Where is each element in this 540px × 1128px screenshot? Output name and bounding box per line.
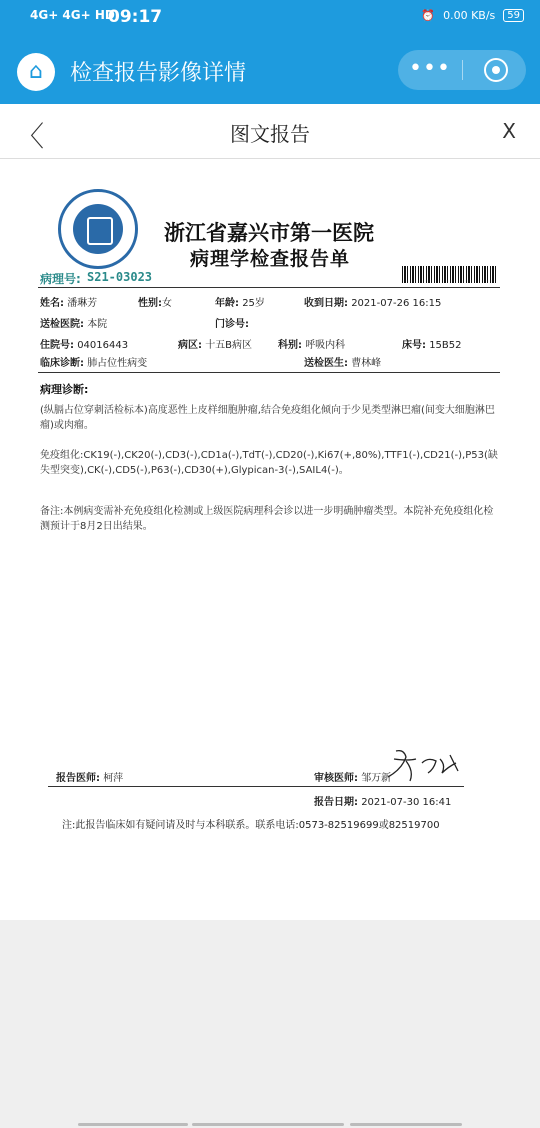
clinical-diagnosis-field: 临床诊断: 肺占位性病变 (40, 358, 148, 369)
admission-field: 住院号: 04016443 (40, 340, 129, 351)
horizontal-scrollbar[interactable] (0, 1120, 540, 1128)
divider-top (38, 287, 500, 288)
hospital-logo (58, 189, 138, 269)
diagnosis-heading: 病理诊断: (40, 383, 89, 396)
status-right (421, 9, 524, 22)
report-document (0, 159, 540, 920)
note-text: 备注:本例病变需补充免疫组化检测或上级医院病理科会诊以进一步明确肿瘤类型。本院补充免疫组化检测预计于8月2日出结果。 (40, 506, 494, 532)
scroll-segment (350, 1123, 462, 1126)
pathology-no-label: 病理号: (40, 272, 81, 286)
received-field: 收到日期: 2021-07-26 16:15 (304, 298, 442, 309)
network-speed: 0.00 KB/s (443, 9, 496, 22)
footer-note: 注:此报告临床如有疑问请及时与本科联系。联系电话:0573-82519699或82519700 (62, 820, 440, 831)
more-button[interactable]: ••• (409, 56, 451, 81)
signature-image (376, 747, 466, 783)
diagnosis-text: (纵膈占位穿刺活检标本)高度恶性上皮样细胞肿瘤,结合免疫组化倾向于少见类型淋巴瘤(间变大细胞淋巴瘤)或肉瘤。 (40, 405, 495, 431)
barcode (402, 266, 496, 283)
home-icon[interactable]: ⌂ (17, 53, 55, 91)
age-field: 年龄: 25岁 (215, 298, 265, 309)
clock: 09:17 (108, 7, 163, 27)
sending-doctor-field: 送检医生: 曹林峰 (304, 358, 382, 369)
close-button[interactable]: X (502, 119, 516, 143)
logo-emblem (73, 204, 123, 254)
close-miniprogram-icon[interactable] (484, 58, 508, 82)
dept-field: 科别: 呼吸内科 (278, 340, 346, 351)
logo-mark (87, 217, 113, 245)
app-navbar (0, 38, 540, 104)
report-date-field: 报告日期: 2021-07-30 16:41 (314, 797, 452, 808)
report-title: 病理学检查报告单 (190, 248, 351, 270)
pathology-no: S21-03023 (87, 270, 153, 284)
alarm-icon: ⏰ (421, 9, 436, 22)
back-button[interactable]: 〈 (16, 120, 45, 153)
report-header (0, 104, 540, 159)
page-title: 检查报告影像详情 (70, 61, 247, 86)
report-doctor-field: 报告医师: 柯萍 (56, 773, 124, 784)
name-field: 姓名: 潘琳芳 (40, 298, 98, 309)
review-doctor-field: 审核医师: 邹万新 (314, 773, 392, 784)
ihc-text: 免疫组化:CK19(-),CK20(-),CD3(-),CD1a(-),TdT(-),CD20(-),Ki67(+,80%),TTF1(-),CD21(-),P53(缺失型突变),CK(-),CD5(-),P63(-),CD30(+),Glypican-3(-),SAIL4(-)。 (40, 450, 498, 476)
signal-indicator: 4G+ 4G+ HD (30, 8, 115, 22)
capsule-divider (462, 60, 463, 80)
mini-program-capsule (398, 50, 526, 90)
header-title: 图文报告 (230, 122, 310, 146)
divider-middle (38, 372, 500, 373)
divider-bottom (48, 786, 464, 787)
hospital-name: 浙江省嘉兴市第一医院 (164, 220, 374, 245)
outpatient-field: 门诊号: (215, 319, 249, 330)
status-bar (0, 0, 540, 38)
hospital-sent-field: 送检医院: 本院 (40, 319, 108, 330)
bed-field: 床号: 15B52 (402, 340, 462, 351)
battery-indicator: 59 (503, 9, 524, 22)
scroll-segment (78, 1123, 188, 1126)
ward-field: 病区: 十五B病区 (178, 340, 253, 351)
empty-area (0, 920, 540, 1128)
scroll-segment (192, 1123, 344, 1126)
sex-field: 性别:女 (138, 298, 172, 309)
